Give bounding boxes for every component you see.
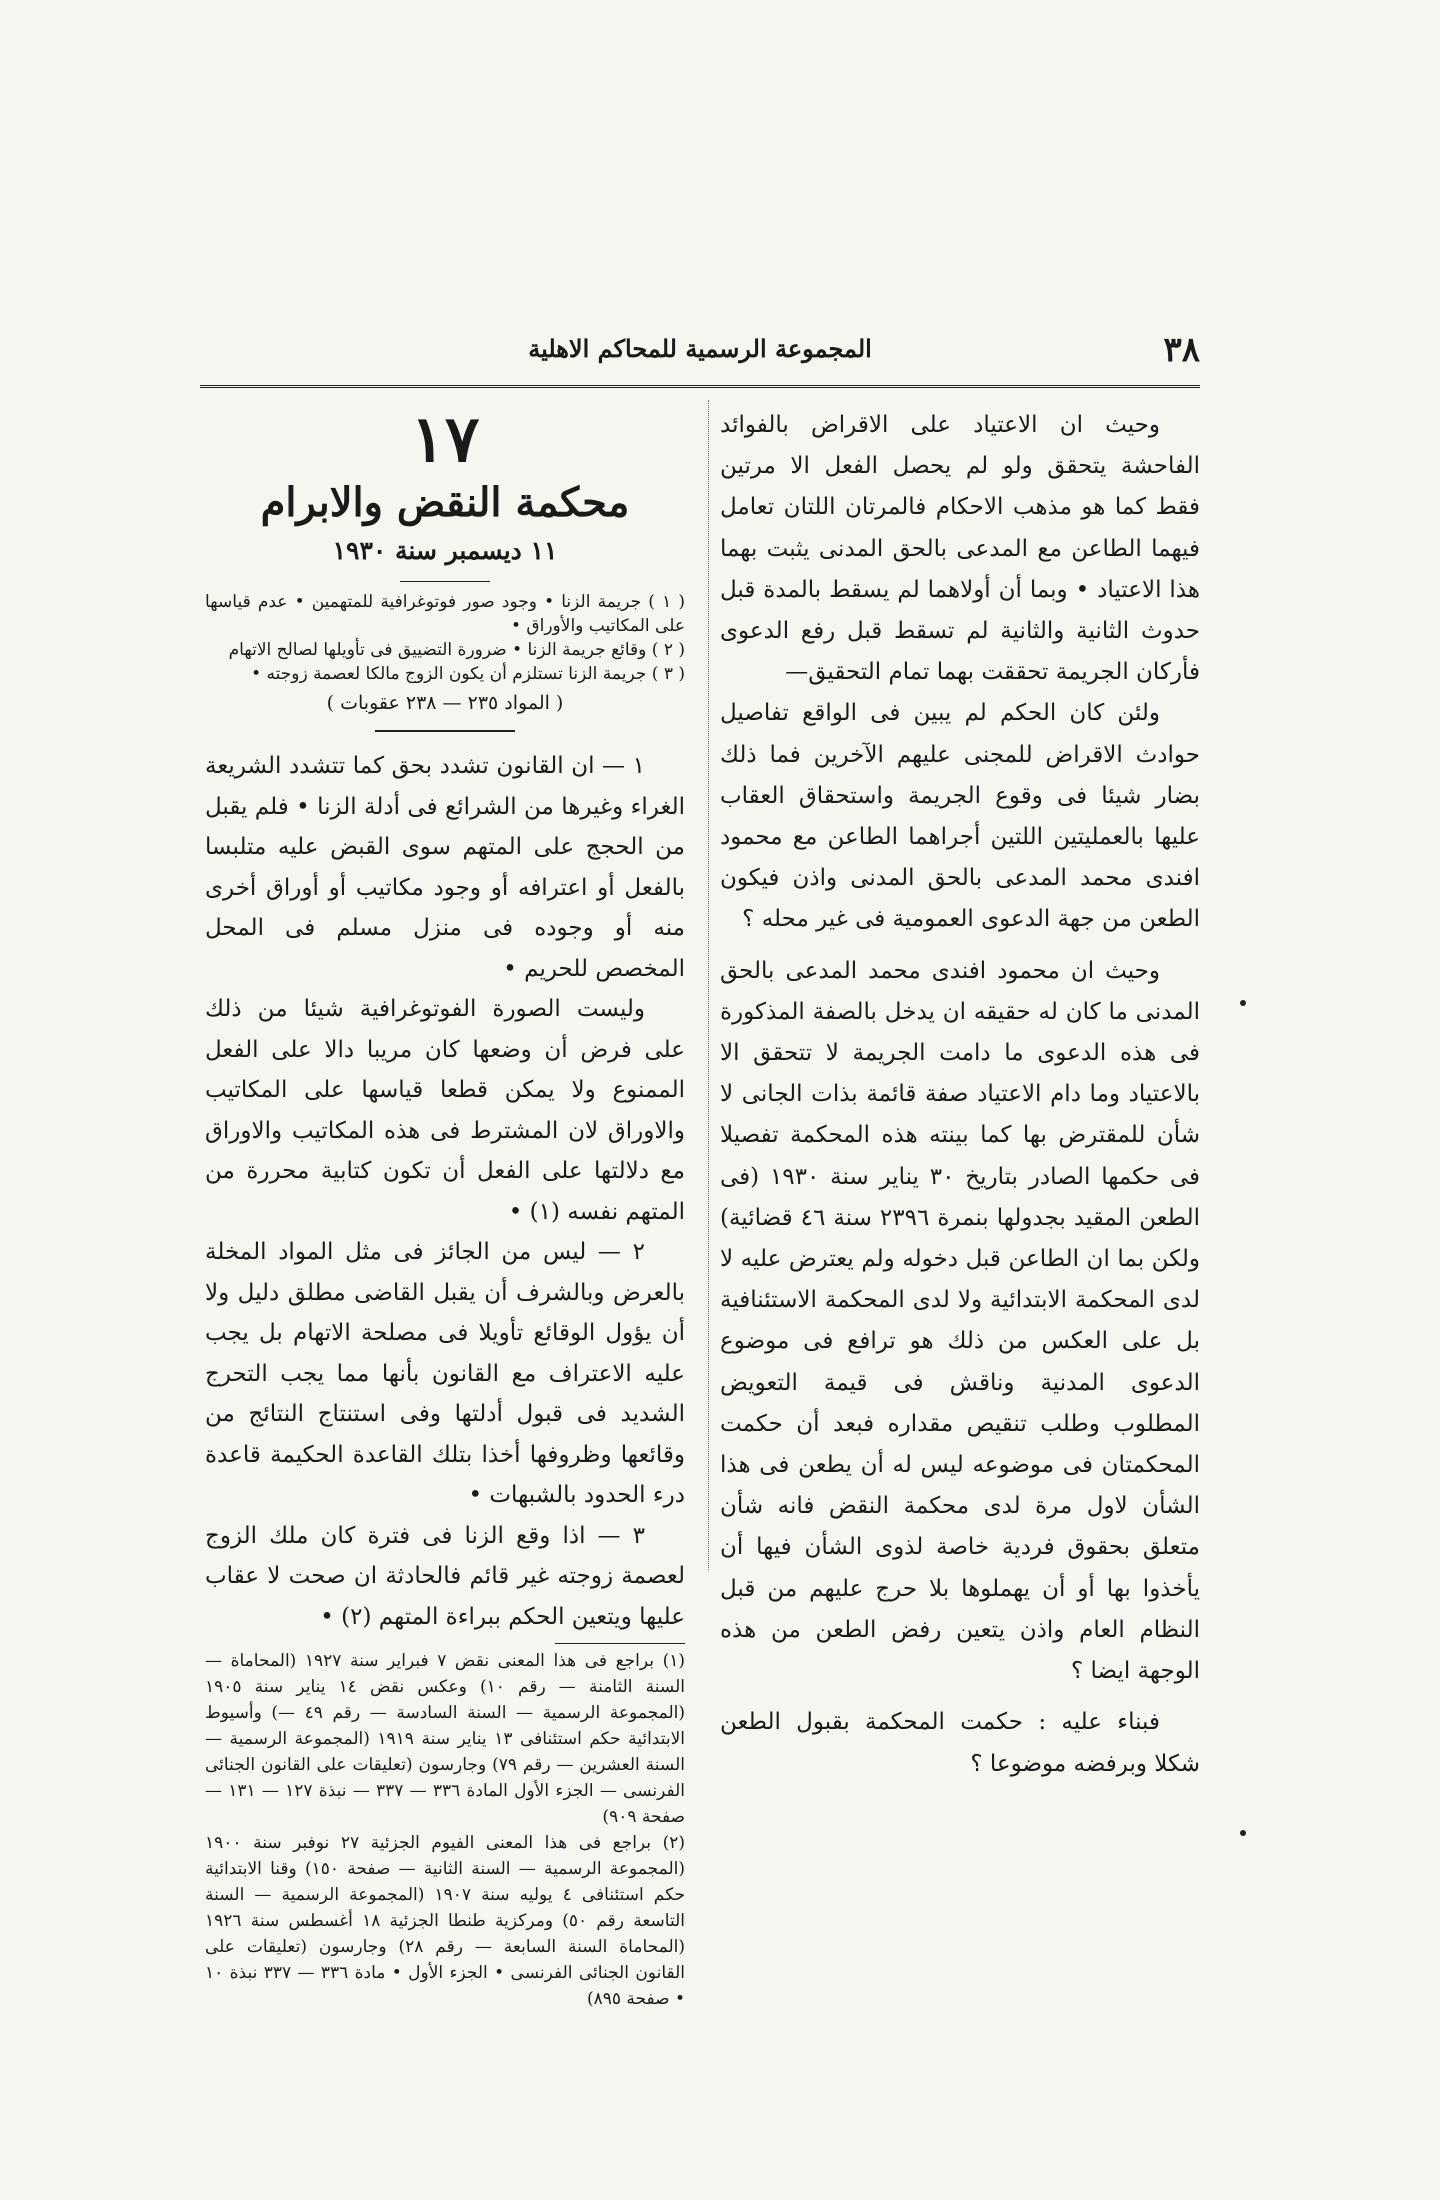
footnote-rule xyxy=(555,1643,685,1644)
section-rule xyxy=(375,730,515,732)
headnote: ( ١ ) جريمة الزنا • وجود صور فوتوغرافية للمتهمين • عدم قياسها على المكاتيب والأوراق • xyxy=(205,592,685,636)
case-summary xyxy=(205,746,685,1637)
paragraph: ٢ — ليس من الجائز فى مثل المواد المخلة بالعرض وبالشرف أن يقبل القاضى مطلق دليل ولا أن يؤول الوقائع تأويلا فى مصلحة الاتهام بل يجب عليه الاعتراف مع القانون بأنها مما يجب التحرج الشديد فى قبول أدلتها وفى استنتاج النتائج من وقائعها وظروفها أخذا بتلك القاعدة الحكيمة قاعدة درء الحدود بالشبهات • xyxy=(205,1239,685,1508)
paragraph: ١ — ان القانون تشدد بحق كما تتشدد الشريعة الغراء وغيرها من الشرائع فى أدلة الزنا • فلم يقبل من الحجج على المتهم سوى القبض عليه متلبسا بالفعل أو اعترافه أو وجود مكاتيب أو أوراق أخرى منه أو وجوده فى منزل مسلم فى المحل المخصص للحريم • xyxy=(205,753,685,982)
page-header xyxy=(200,330,1200,380)
court-name: محكمة النقض والابرام xyxy=(260,479,630,526)
footnote: (٢) براجع فى هذا المعنى الفيوم الجزئية ٢٧ نوفبر سنة ١٩٠٠ (المجموعة الرسمية — السنة الثانية — صفحة ١٥٠) وقنا الابتدائية حكم استئنافى ٤ يوليه سنة ١٩٠٧ (المجموعة الرسمية — السنة التاسعة رقم ٥٠) ومركزية طنطا الجزئية ١٨ أغسطس سنة ١٩٢٦ (المحاماة السنة السابعة — رقم ٢٨) وجارسون (تعليقات على القانون الجنائى الفرنسى • الجزء الأول • مادة ٣٣٦ — ٣٣٧ نبذة ١٠ • صفحة ٨٩٥) xyxy=(205,1833,686,2009)
paragraph: وحيث ان الاعتياد على الاقراض بالفوائد الفاحشة يتحقق ولو لم يحصل الفعل الا مرتين فقط كما هو مذهب الاحكام فالمرتان اللتان تعامل فيهما الطاعن مع المدعى بالحق المدنى يثبت بهما هذا الاعتياد • وبما أن أولاهما لم يسقط بالمدة قبل حدوث الثانية والثانية لم تسقط قبل رفع الدعوى فأركان الجريمة تحققت بهما تمام التحقيق— xyxy=(720,412,1200,686)
header-rule xyxy=(200,385,1200,388)
headnote-reference: ( المواد ٢٣٥ — ٢٣٨ عقوبات ) xyxy=(326,692,564,714)
paragraph: فبناء عليه : حكمت المحكمة بقبول الطعن شكلا وبرفضه موضوعا ؟ xyxy=(720,1709,1200,1777)
footnote: (١) براجع فى هذا المعنى نقض ٧ فبراير سنة ١٩٢٧ (المحاماة — السنة الثامنة — رقم ١٠) وعكس نقض ١٤ يناير سنة ١٩٠٥ (المجموعة الرسمية — السنة السادسة — رقم ٤٩ —) وأسيوط الابتدائية حكم استئنافى ١٣ يناير سنة ١٩١٩ (المجموعة الرسمية — السنة العشرين — رقم ٧٩) وجارسون (تعليقات على القانون الجنائى الفرنسى — الجزء الأول المادة ٣٣٦ — ٣٣٧ — نبذة ١٢٧ — ١٣١ — صفحة ٩٠٩) xyxy=(205,1651,686,1827)
left-column xyxy=(205,402,686,2012)
page-number: ٣٨ xyxy=(1163,330,1200,370)
case-number: ١٧ xyxy=(410,402,480,477)
margin-mark xyxy=(1240,1000,1246,1006)
running-title: المجموعة الرسمية للمحاكم الاهلية xyxy=(528,334,872,363)
paragraph: ولئن كان الحكم لم يبين فى الواقع تفاصيل حوادث الاقراض للمجنى عليهم الآخرين فما ذلك بضار شيئا فى وقوع الجريمة واستحقاق العقاب عليها بالعمليتين اللتين أجراهما الطاعن مع محمود افندى محمد المدعى بالحق المدنى واذن فيكون الطعن من جهة الدعوى العمومية فى غير محله ؟ xyxy=(720,700,1200,933)
right-column xyxy=(720,405,1200,1785)
paragraph: وحيث ان محمود افندى محمد المدعى بالحق المدنى ما كان له حقيقه ان يدخل بالصفة المذكورة فى هذه الدعوى ما دامت الجريمة لا تتحقق الا بالاعتياد وما دام الاعتياد صفة قائمة بذات الجانى لا شأن للمقترض بها كما بينته هذه المحكمة تفصيلا فى حكمها الصادر بتاريخ ٣٠ يناير سنة ١٩٣٠ (فى الطعن المقيد بجدولها بنمرة ٢٣٩٦ سنة ٤٦ قضائية) ولكن بما ان الطاعن قبل دخوله ولم يعترض عليه لا لدى المحكمة الابتدائية ولا لدى المحكمة الاستئنافية بل على العكس من ذلك هو ترافع فى موضوع الدعوى المدنية وناقش فى قيمة التعويض المطلوب وطلب تنقيص مقداره فبعد أن حكمت المحكمتان فى موضوعه ليس له أن يطعن فى هذا الشأن لاول مرة لدى محكمة النقض فانه شأن متعلق بحقوق فردية خاصة لذوى الشأن فيها أن يأخذوا بها أو أن يهملوها بلا حرج عليهم من قبل النظام العام واذن يتعين رفض الطعن من هذه الوجهة ايضا ؟ xyxy=(720,957,1200,1685)
column-divider xyxy=(708,400,709,1570)
headnote: ( ٢ ) وقائع جريمة الزنا • ضرورة التضييق فى تأويلها لصالح الاتهام xyxy=(228,640,685,660)
headnote: ( ٣ ) جريمة الزنا تستلزم أن يكون الزوج مالكا لعصمة زوجته • xyxy=(251,664,685,684)
case-date: ١١ ديسمبر سنة ١٩٣٠ xyxy=(332,536,558,565)
margin-mark xyxy=(1240,1830,1246,1836)
date-rule xyxy=(400,581,490,582)
paragraph: وليست الصورة الفوتوغرافية شيئا من ذلك على فرض أن وضعها كان مريبا دالا على الفعل الممنوع ولا يمكن قطعا قياسها على المكاتيب والاوراق لان المشترط فى هذه المكاتيب والاوراق مع دلالتها على الفعل أن تكون كتابية محررة من المتهم نفسه (١) • xyxy=(205,996,685,1225)
paragraph: ٣ — اذا وقع الزنا فى فترة كان ملك الزوج لعصمة زوجته غير قائم فالحادثة ان صحت لا عقاب عليها ويتعين الحكم ببراءة المتهم (٢) • xyxy=(205,1522,685,1630)
